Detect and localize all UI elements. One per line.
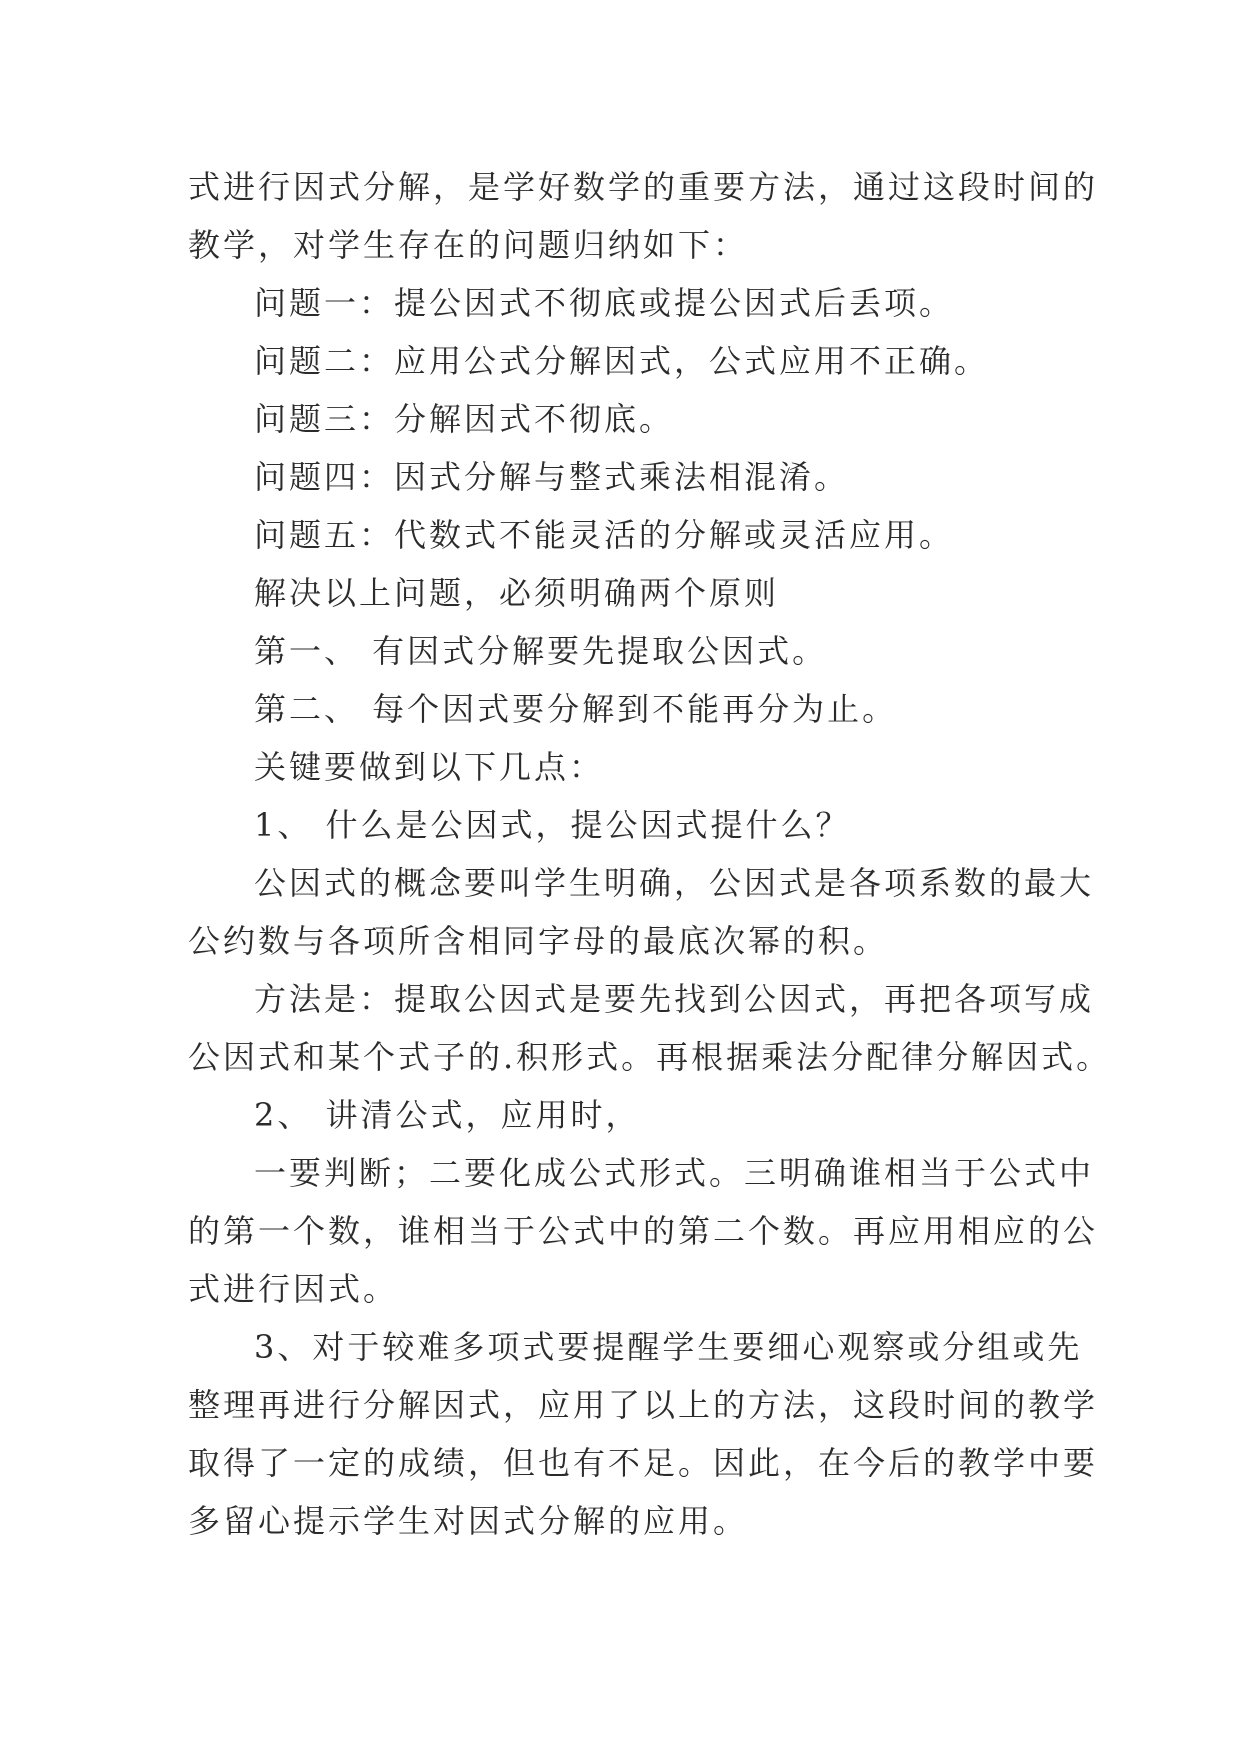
text-line: 问题三：分解因式不彻底。 (254, 400, 675, 438)
text-line: 解决以上问题，必须明确两个原则 (254, 574, 780, 612)
text-line: 1、 什么是公因式，提公因式提什么？ (254, 806, 851, 844)
text-line: 公因式和某个式子的.积形式。再根据乘法分配律分解因式。 (188, 1038, 1112, 1076)
document-body (188, 158, 1112, 1550)
text-line: 的第一个数，谁相当于公式中的第二个数。再应用相应的公 (188, 1212, 1099, 1250)
text-line: 问题二：应用公式分解因式，公式应用不正确。 (254, 342, 990, 380)
text-line: 问题五：代数式不能灵活的分解或灵活应用。 (254, 516, 955, 554)
text-line: 整理再进行分解因式，应用了以上的方法，这段时间的教学 (188, 1386, 1099, 1424)
text-line: 问题四：因式分解与整式乘法相混淆。 (254, 458, 850, 496)
text-line: 公因式的概念要叫学生明确，公因式是各项系数的最大 (254, 864, 1095, 902)
text-line: 一要判断；二要化成公式形式。三明确谁相当于公式中 (254, 1154, 1095, 1192)
text-line: 公约数与各项所含相同字母的最底次幂的积。 (188, 922, 889, 960)
text-line: 多留心提示学生对因式分解的应用。 (188, 1502, 749, 1540)
text-line: 3、对于较难多项式要提醒学生要细心观察或分组或先 (254, 1328, 1083, 1366)
text-line: 式进行因式分解，是学好数学的重要方法，通过这段时间的 (188, 168, 1099, 206)
text-line: 取得了一定的成绩，但也有不足。因此，在今后的教学中要 (188, 1444, 1099, 1482)
text-line: 第一、 有因式分解要先提取公因式。 (254, 632, 828, 670)
text-line: 方法是：提取公因式是要先找到公因式，再把各项写成 (254, 980, 1095, 1018)
text-line: 问题一：提公因式不彻底或提公因式后丢项。 (254, 284, 955, 322)
text-line: 教学，对学生存在的问题归纳如下： (188, 226, 749, 264)
text-line: 第二、 每个因式要分解到不能再分为止。 (254, 690, 898, 728)
text-line: 关键要做到以下几点： (254, 748, 605, 786)
text-line: 式进行因式。 (188, 1270, 399, 1308)
text-line: 2、 讲清公式，应用时， (254, 1096, 641, 1134)
